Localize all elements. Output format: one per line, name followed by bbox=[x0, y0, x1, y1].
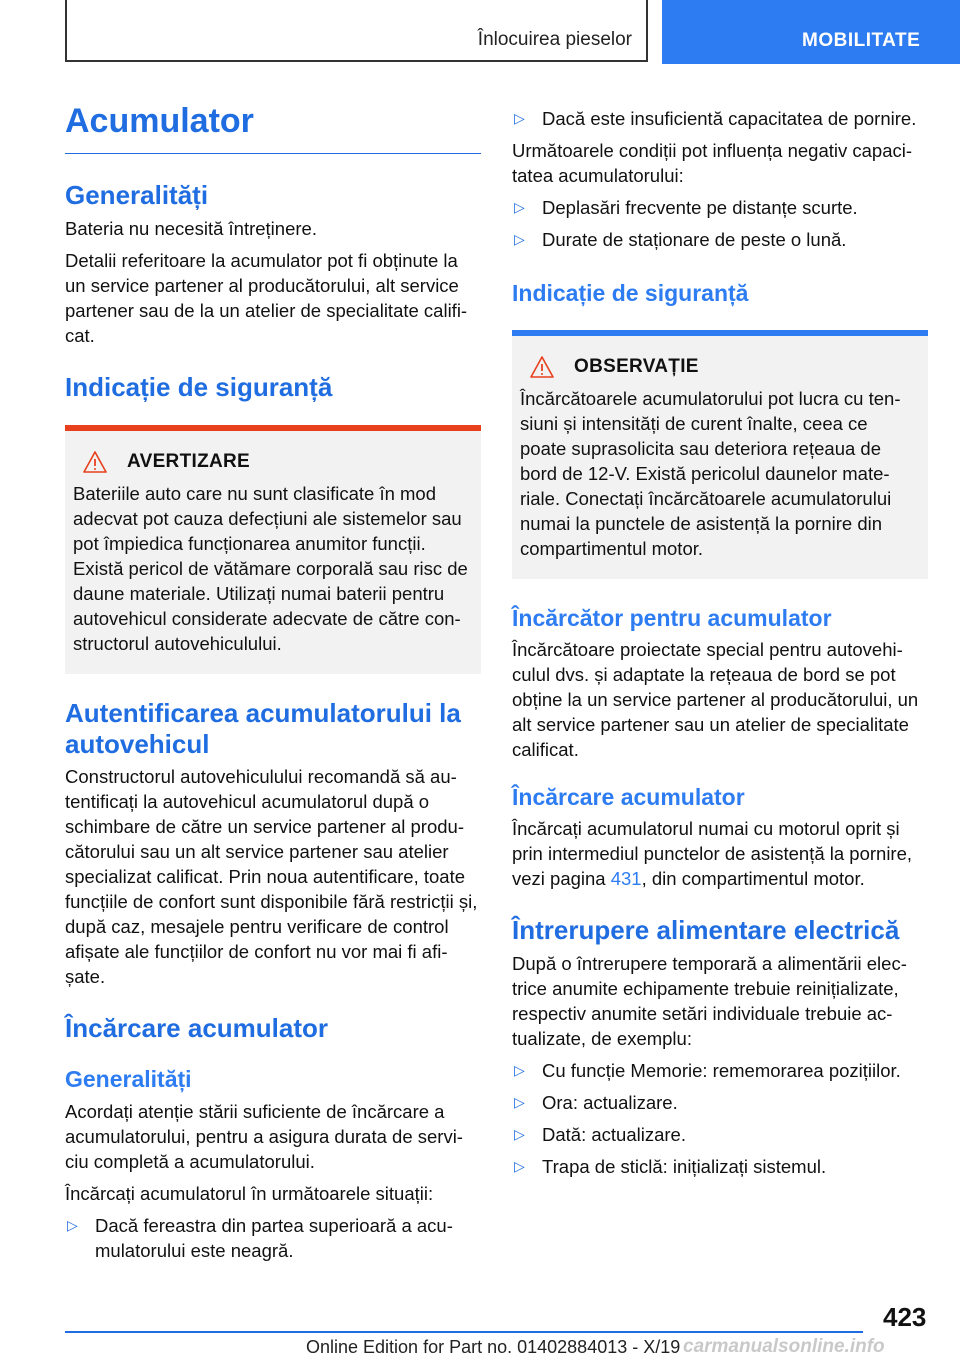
heading-power-interruption: Întrerupere alimentare electrică bbox=[512, 915, 900, 945]
paragraph-conditions: Următoarele condiții pot influența negativ capaci-tatea acumulatorului: bbox=[512, 140, 913, 186]
bullet-triangle-icon: ▷ bbox=[514, 1062, 525, 1078]
bullet-triangle-icon: ▷ bbox=[514, 199, 525, 215]
warning-label: AVERTIZARE bbox=[127, 451, 250, 472]
warning-box bbox=[65, 425, 481, 674]
list-item: ▷ Cu funcție Memorie: rememorarea pozițiilor. bbox=[514, 1060, 901, 1081]
paragraph-charge-engine: Încărcați acumulatorul numai cu motorul oprit și prin intermediul punctelor de asistență la pornire, vezi pagina 431, din compartimentul motor. bbox=[512, 818, 913, 889]
bullet-triangle-icon: ▷ bbox=[514, 1158, 525, 1174]
heading-charger: Încărcător pentru acumulator bbox=[512, 605, 832, 631]
watermark: carmanualsonline.info bbox=[683, 1336, 885, 1357]
list-item: ▷ Deplasări frecvente pe distanțe scurte. bbox=[514, 197, 858, 218]
list-item: ▷ Ora: actualizare. bbox=[514, 1092, 678, 1113]
header-section-box bbox=[65, 0, 648, 62]
bullet-triangle-icon: ▷ bbox=[514, 231, 525, 247]
list-item: ▷ Trapa de sticlă: inițializați sistemul. bbox=[514, 1156, 827, 1177]
list-item: ▷ Dacă este insuficientă capacitatea de pornire. bbox=[514, 108, 917, 129]
paragraph-charge-situations: Încărcați acumulatorul în următoarele situații: bbox=[65, 1183, 434, 1204]
bullet-triangle-icon: ▷ bbox=[67, 1217, 78, 1233]
list-item: ▷ Durate de staționare de peste o lună. bbox=[514, 229, 847, 250]
heading-authentication: Autentificarea acumulatorului la autovehicul bbox=[65, 698, 461, 759]
left-column bbox=[65, 96, 481, 1263]
paragraph-charger: Încărcătoare proiectate special pentru autovehi-culul dvs. și adaptate la rețeaua de bord se pot obține la un service partener al producătorului, un alt service partener sau un atelier de specialitate calificat. bbox=[512, 639, 919, 760]
heading-general: Generalități bbox=[65, 180, 209, 210]
list-item: ▷ Dacă fereastra din partea superioară a acu-mulatorului este neagră. bbox=[67, 1215, 453, 1261]
warning-text: Bateriile auto care nu sunt clasificate în mod adecvat pot cauza defecțiuni ale sistemelor sau pot împiedica funcționarea anumitor funcții. Există pericol de vătămare corporală sau risc de daune materiale. Utilizați numai baterii pentru autovehicul considerate adecvate de către con-structorul autovehiculului. bbox=[73, 483, 468, 654]
header-section-title: Înlocuirea pieselor bbox=[477, 29, 632, 50]
notice-triangle-icon bbox=[530, 356, 554, 378]
heading-safety: Indicație de siguranță bbox=[65, 372, 333, 402]
heading-charge-right: Încărcare acumulator bbox=[512, 784, 745, 810]
bullet-triangle-icon: ▷ bbox=[514, 110, 525, 126]
header-chapter-tab[interactable] bbox=[662, 0, 960, 64]
heading-general-2: Generalități bbox=[65, 1066, 192, 1092]
page-title: Acumulator bbox=[65, 102, 481, 154]
heading-safety-right: Indicație de siguranță bbox=[512, 280, 749, 306]
footer-edition: Online Edition for Part no. 01402884013 - X/19 bbox=[306, 1337, 681, 1357]
paragraph-power: După o întrerupere temporară a alimentării elec-trice anumite echipamente trebuie reinițializate, respectiv anumite setări individuale trebuie ac-tualizate, de exemplu: bbox=[512, 953, 907, 1049]
page-link-431[interactable]: 431 bbox=[610, 868, 642, 889]
header-chapter-title: MOBILITATE bbox=[802, 30, 921, 51]
paragraph-charge-state: Acordați atenție stării suficiente de încărcare a acumulatorului, pentru a asigura durata de servi-ciu completă a acumulatorului. bbox=[65, 1101, 463, 1172]
paragraph-authentication: Constructorul autovehiculului recomandă să au-tentificați la autovehicul acumulatorul după o schimbare de către un service partener al produ-cătorului sau un alt service partener sau atelier specializat calificat. Prin noua autentificare, toate funcțiile de confort sunt disponibile fără restricții și, după caz, mesajele pentru verificare de control afișate ale funcțiilor de confort nu vor mai fi afi-șate. bbox=[65, 766, 478, 987]
list-item: ▷ Dată: actualizare. bbox=[514, 1124, 686, 1145]
page-number: 423 bbox=[883, 1302, 927, 1332]
bullet-triangle-icon: ▷ bbox=[514, 1126, 525, 1142]
notice-label: OBSERVAȚIE bbox=[574, 356, 699, 377]
paragraph-maintenance: Bateria nu necesită întreținere. bbox=[65, 218, 317, 239]
footer-divider bbox=[65, 1331, 863, 1333]
notice-box bbox=[512, 330, 928, 579]
paragraph-details: Detalii referitoare la acumulator pot fi obținute la un service partener al producătorului, alt service partener sau de la un atelier de specialitate califi-cat. bbox=[65, 250, 468, 346]
right-column bbox=[512, 106, 928, 1179]
heading-charge: Încărcare acumulator bbox=[65, 1013, 329, 1043]
warning-triangle-icon bbox=[83, 451, 107, 473]
bullet-triangle-icon: ▷ bbox=[514, 1094, 525, 1110]
notice-text: Încărcătoarele acumulatorului pot lucra cu ten-siuni și intensități de curent înalte, ceea ce poate suprasolicita sau deteriora rețeaua de bord de 12-V. Există pericolul daunelor mate-riale. Conectați încărcătoarele acumulatorului numai la punctele de asistență la pornire din compartimentul motor. bbox=[520, 388, 901, 559]
